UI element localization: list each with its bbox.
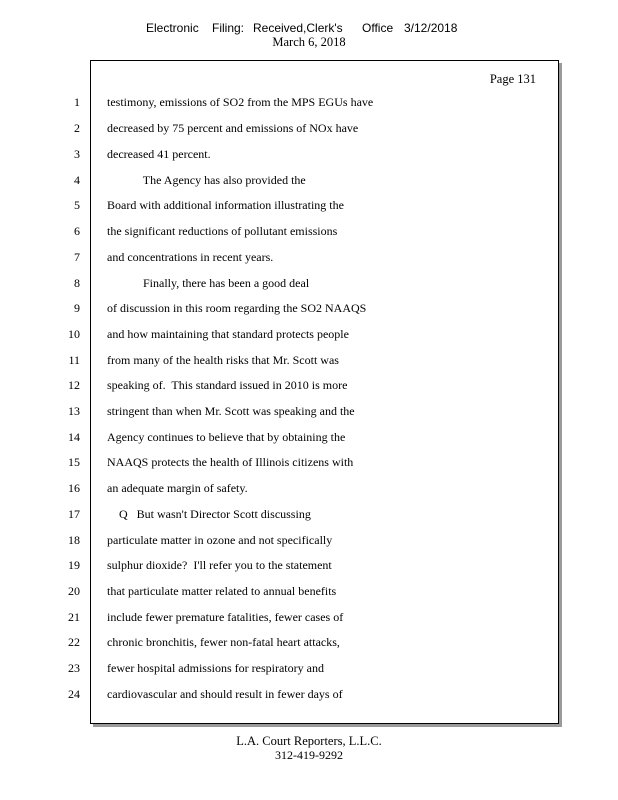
line-number: 1 xyxy=(74,95,80,109)
line-number: 3 xyxy=(74,147,80,161)
line-number: 9 xyxy=(74,301,80,315)
line-text: of discussion in this room regarding the SO2 NAAQS xyxy=(107,301,367,315)
transcript-line xyxy=(0,327,618,343)
transcript-line xyxy=(0,121,618,137)
line-number: 19 xyxy=(68,558,80,572)
page-number: Page 131 xyxy=(489,72,536,86)
line-number: 5 xyxy=(74,198,80,212)
transcript-line xyxy=(0,250,618,266)
line-text: Q But wasn't Director Scott discussing xyxy=(107,507,311,521)
line-number: 10 xyxy=(68,327,80,341)
stamp-word-office: Office xyxy=(362,21,394,35)
line-number: 14 xyxy=(68,430,80,444)
line-number: 15 xyxy=(68,455,80,469)
line-text: Finally, there has been a good deal xyxy=(107,276,310,290)
line-number: 20 xyxy=(68,584,80,598)
transcript-line xyxy=(0,481,618,497)
stamp-word-filing: Filing: xyxy=(212,21,245,35)
line-text: cardiovascular and should result in fewer days of xyxy=(107,687,343,701)
transcript-line xyxy=(0,430,618,446)
transcript-line xyxy=(0,147,618,163)
line-text: Agency continues to believe that by obtaining the xyxy=(107,430,346,444)
line-text: chronic bronchitis, fewer non-fatal heart attacks, xyxy=(107,635,340,649)
line-text: include fewer premature fatalities, fewer cases of xyxy=(107,610,344,624)
line-number: 4 xyxy=(74,173,80,187)
transcript-line xyxy=(0,584,618,600)
line-number: 2 xyxy=(74,121,80,135)
line-number: 12 xyxy=(68,378,80,392)
transcript-line xyxy=(0,455,618,471)
transcript-line xyxy=(0,610,618,626)
transcript-line xyxy=(0,353,618,369)
line-text: and concentrations in recent years. xyxy=(107,250,274,264)
line-number: 16 xyxy=(68,481,80,495)
line-text: an adequate margin of safety. xyxy=(107,481,248,495)
transcript-line xyxy=(0,507,618,523)
line-number: 22 xyxy=(68,635,80,649)
line-text: particulate matter in ozone and not specifically xyxy=(107,533,333,547)
hearing-date: March 6, 2018 xyxy=(272,35,346,49)
line-text: decreased 41 percent. xyxy=(107,147,211,161)
transcript-line xyxy=(0,276,618,292)
transcript-line xyxy=(0,533,618,549)
transcript-line xyxy=(0,173,618,189)
line-text: sulphur dioxide? I'll refer you to the statement xyxy=(107,558,332,572)
transcript-line xyxy=(0,224,618,240)
line-text: NAAQS protects the health of Illinois citizens with xyxy=(107,455,354,469)
transcript-line xyxy=(0,95,618,111)
line-text: fewer hospital admissions for respiratory and xyxy=(107,661,324,675)
line-text: decreased by 75 percent and emissions of NOx have xyxy=(107,121,359,135)
stamp-filing-date: 3/12/2018 xyxy=(404,21,458,35)
stamp-word-electronic: Electronic xyxy=(146,21,199,35)
line-number: 21 xyxy=(68,610,80,624)
line-number: 18 xyxy=(68,533,80,547)
line-text: speaking of. This standard issued in 2010 is more xyxy=(107,378,348,392)
line-text: testimony, emissions of SO2 from the MPS EGUs have xyxy=(107,95,374,109)
transcript-line xyxy=(0,301,618,317)
line-text: the significant reductions of pollutant emissions xyxy=(107,224,338,238)
line-number: 23 xyxy=(68,661,80,675)
stamp-word-received-clerks: Received,Clerk's xyxy=(253,21,343,35)
line-number: 11 xyxy=(68,353,80,367)
transcript-line xyxy=(0,404,618,420)
line-text: that particulate matter related to annual benefits xyxy=(107,584,337,598)
line-number: 7 xyxy=(74,250,80,264)
line-number: 6 xyxy=(74,224,80,238)
line-text: The Agency has also provided the xyxy=(107,173,306,187)
line-number: 13 xyxy=(68,404,80,418)
transcript-line xyxy=(0,558,618,574)
line-text: stringent than when Mr. Scott was speaking and the xyxy=(107,404,355,418)
transcript-line xyxy=(0,198,618,214)
court-reporter-name: L.A. Court Reporters, L.L.C. xyxy=(236,734,382,748)
line-number: 17 xyxy=(68,507,80,521)
transcript-line xyxy=(0,661,618,677)
transcript-line xyxy=(0,635,618,651)
line-number: 8 xyxy=(74,276,80,290)
line-text: from many of the health risks that Mr. Scott was xyxy=(107,353,339,367)
transcript-line xyxy=(0,378,618,394)
line-text: Board with additional information illustrating the xyxy=(107,198,344,212)
transcript-line xyxy=(0,687,618,703)
line-number: 24 xyxy=(68,687,80,701)
line-text: and how maintaining that standard protects people xyxy=(107,327,349,341)
court-reporter-phone: 312-419-9292 xyxy=(275,748,343,762)
